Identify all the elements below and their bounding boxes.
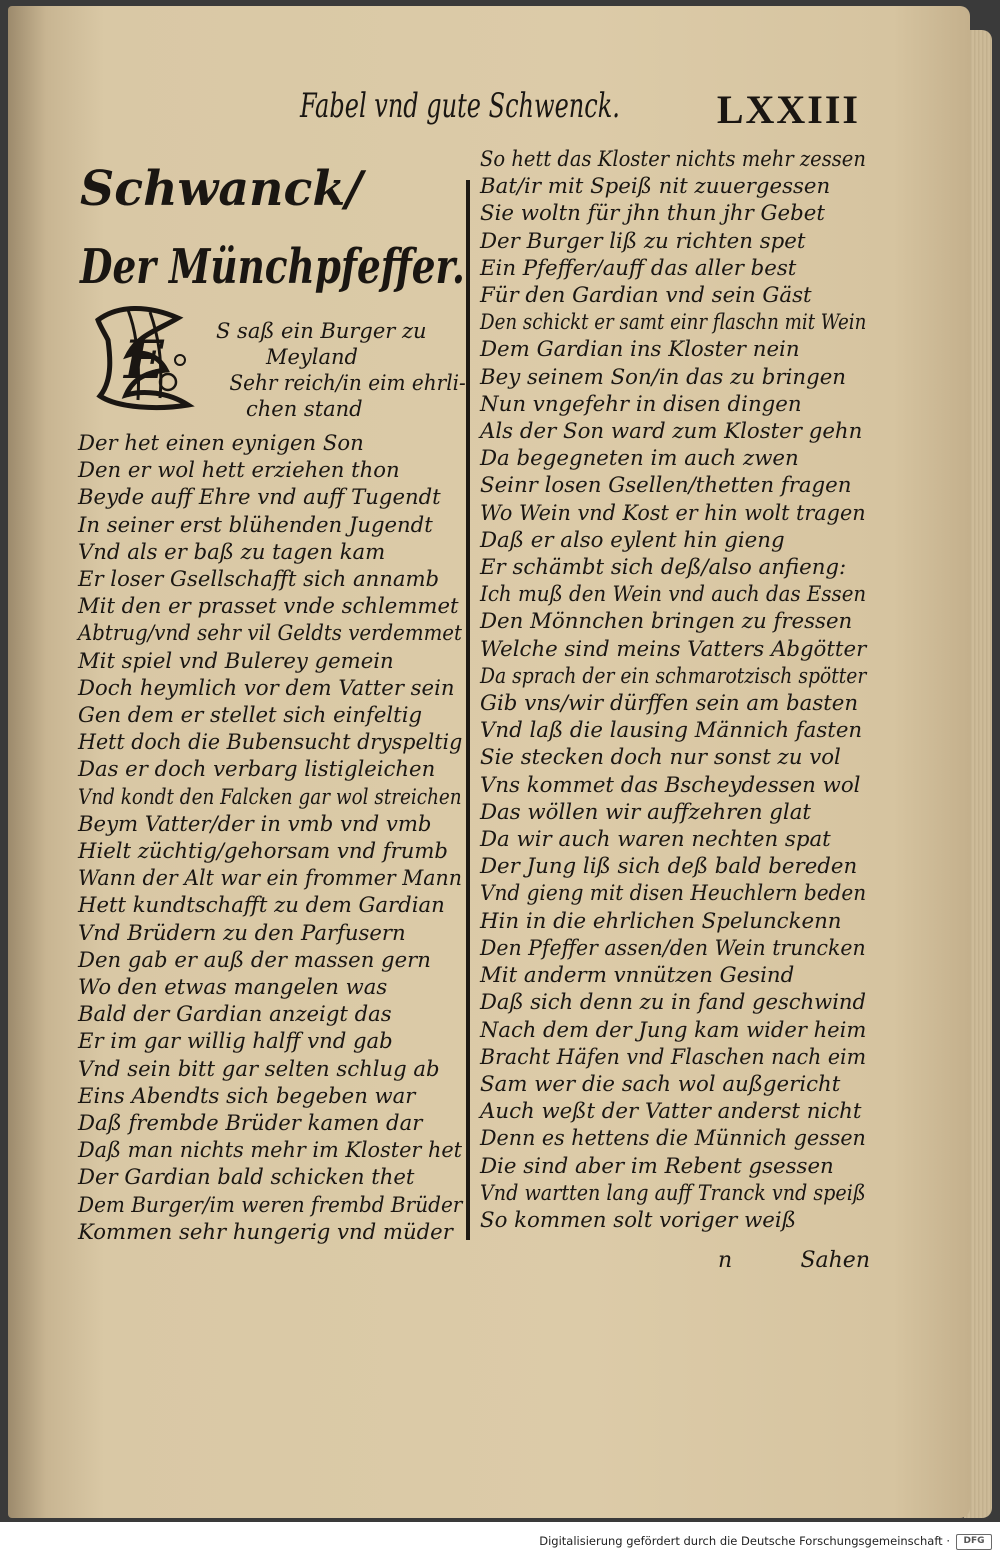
verse-line: Vnd wartten lang auff Tranck vnd speiß <box>480 1180 866 1206</box>
funding-credit: Digitalisierung gefördert durch die Deutsche Forschungsgemeinschaft · <box>539 1534 950 1548</box>
verse-line: Vnd kondt den Falcken gar wol streichen <box>78 784 462 810</box>
verse-line: Daß er also eylent hin gieng <box>480 527 785 553</box>
verse-line: Seinr losen Gsellen/thetten fragen <box>480 473 852 499</box>
verse-line: Der het einen eynigen Son <box>78 431 364 456</box>
verse-line: Er schämbt sich deß/also anfieng: <box>480 555 847 581</box>
verse-line: Mit den er prasset vnde schlemmet <box>78 594 459 620</box>
footer-bar <box>0 1532 1000 1555</box>
verse-line: Der Gardian bald schicken thet <box>78 1165 415 1191</box>
verse-line: Hett doch die Bubensucht dryspeltig <box>78 730 463 756</box>
intro-line: Meyland <box>266 345 358 369</box>
verse-line: Bracht Häfen vnd Flaschen nach eim <box>480 1044 867 1070</box>
verse-line: Eins Abendts sich begeben war <box>78 1083 416 1109</box>
verse-line: Sie woltn für jhn thun jhr Gebet <box>480 201 825 227</box>
verse-line: Wann der Alt war ein frommer Mann <box>78 866 462 892</box>
verse-line: In seiner erst blühenden Jugendt <box>78 512 433 538</box>
heading-line-1: Schwanck/ <box>80 161 363 217</box>
verse-line: So hett das Kloster nichts mehr zessen <box>480 147 866 172</box>
signature-mark: n <box>718 1248 733 1273</box>
verse-line: Den Mönnchen bringen zu fressen <box>480 609 853 635</box>
verse-line: Den gab er auß der massen gern <box>78 947 431 973</box>
verse-line: Der Burger liß zu richten spet <box>480 228 806 254</box>
verse-line: Gib vns/wir dürffen sein am basten <box>480 691 859 717</box>
verse-line: Er loser Gsellschafft sich annamb <box>78 567 440 593</box>
verse-line: Da sprach der ein schmarotzisch spötter <box>480 663 867 689</box>
verse-line: Da wir auch waren nechten spat <box>480 827 831 853</box>
verse-line: Kommen sehr hungerig vnd müder <box>78 1219 453 1245</box>
initial-letter-text: E <box>124 330 164 391</box>
verse-line: Sie stecken doch nur sonst zu vol <box>480 745 841 771</box>
section-heading <box>80 150 470 306</box>
verse-line: Er im gar willig halff vnd gab <box>78 1029 393 1055</box>
intro-line: S saß ein Burger zu <box>216 319 427 343</box>
verse-line: Vnd gieng mit disen Heuchlern beden <box>480 881 867 907</box>
verse-line: Bat/ir mit Speiß nit zuuergessen <box>480 174 831 200</box>
verse-line: Den Pfeffer assen/den Wein truncken <box>480 935 866 961</box>
verse-line: Gen dem er stellet sich einfeltig <box>78 703 423 729</box>
verse-line: Mit spiel vnd Bulerey gemein <box>78 648 394 674</box>
intro-line: Sehr reich/in eim ehrli- <box>229 371 466 395</box>
decorated-initial-ornament <box>88 300 200 412</box>
verse-line: Vns kommet das Bscheydessen wol <box>480 772 861 798</box>
verse-line: Das wöllen wir auffzehren glat <box>480 799 811 825</box>
verse-line: Bey seinem Son/in das zu bringen <box>480 364 847 390</box>
running-head <box>300 86 860 136</box>
verse-line: Den schickt er samt einr flaschn mit Wein <box>480 310 867 336</box>
running-head-title: Fabel vnd gute Schwenck. <box>300 86 620 126</box>
verse-line: Vnd laß die lausing Männich fasten <box>480 718 863 744</box>
intro-lines <box>216 318 466 422</box>
verse-line: Beym Vatter/der in vmb vnd vmb <box>78 811 432 837</box>
verse-line: Hielt züchtig/gehorsam vnd frumb <box>78 839 448 865</box>
verse-line: Beyde auff Ehre vnd auff Tugendt <box>78 485 441 511</box>
verse-line: Doch heymlich vor dem Vatter sein <box>78 675 455 701</box>
verse-line: Ein Pfeffer/auff das aller best <box>480 255 797 281</box>
verse-line: Daß frembde Brüder kamen dar <box>78 1111 423 1137</box>
verse-line: Denn es hettens die Münnich gessen <box>480 1126 866 1152</box>
verse-line: Ich muß den Wein vnd auch das Essen <box>480 582 867 608</box>
right-text-column <box>480 146 870 1234</box>
catchword-row <box>480 1248 870 1282</box>
verse-line: Abtrug/vnd sehr vil Geldts verdemmet <box>78 621 462 647</box>
verse-line: Sam wer die sach wol außgericht <box>480 1071 841 1097</box>
verse-line: Das er doch verbarg listigleichen <box>78 757 436 783</box>
verse-line: Für den Gardian vnd sein Gäst <box>480 283 812 309</box>
verse-line: Dem Gardian ins Kloster nein <box>480 337 800 363</box>
catchword: Sahen <box>800 1248 870 1273</box>
verse-line: Hett kundtschafft zu dem Gardian <box>78 893 445 919</box>
verse-line: Daß sich denn zu in fand geschwind <box>480 990 866 1016</box>
verse-line: Mit anderm vnnützen Gesind <box>480 963 795 989</box>
verse-line: Da begegneten im auch zwen <box>480 446 799 472</box>
verse-line: Vnd sein bitt gar selten schlug ab <box>78 1056 440 1082</box>
folio-number: LXXIII <box>716 87 860 132</box>
decorated-initial <box>88 300 200 412</box>
verse-line: Wo den etwas mangelen was <box>78 975 388 1001</box>
verse-line: Bald der Gardian anzeigt das <box>78 1002 392 1028</box>
dfg-logo: DFG <box>956 1534 992 1550</box>
verse-line: Vnd Brüdern zu den Parfusern <box>78 920 406 946</box>
verse-line: Wo Wein vnd Kost er hin wolt tragen <box>480 500 866 526</box>
verse-line: Die sind aber im Rebent gsessen <box>480 1153 834 1179</box>
verse-line: Nach dem der Jung kam wider heim <box>480 1017 867 1043</box>
verse-line: Als der Son ward zum Kloster gehn <box>480 419 863 445</box>
verse-line: So kommen solt voriger weiß <box>480 1207 796 1233</box>
verse-line: Welche sind meins Vatters Abgötter <box>480 636 867 662</box>
verse-line: Nun vngefehr in disen dingen <box>480 391 802 417</box>
column-rule <box>466 180 470 1240</box>
intro-line: chen stand <box>246 397 363 421</box>
verse-line: Auch weßt der Vatter anderst nicht <box>480 1099 862 1125</box>
verse-line: Daß man nichts mehr im Kloster het <box>78 1138 463 1164</box>
verse-line: Hin in die ehrlichen Spelunckenn <box>480 908 842 934</box>
verse-line: Vnd als er baß zu tagen kam <box>78 539 386 565</box>
left-text-column <box>78 430 468 1246</box>
verse-line: Der Jung liß sich deß bald bereden <box>480 854 858 880</box>
heading-line-2: Der Münchpfeffer. <box>80 239 465 295</box>
verse-line: Den er wol hett erziehen thon <box>78 458 400 484</box>
verse-line: Dem Burger/im weren frembd Brüder <box>78 1192 463 1218</box>
